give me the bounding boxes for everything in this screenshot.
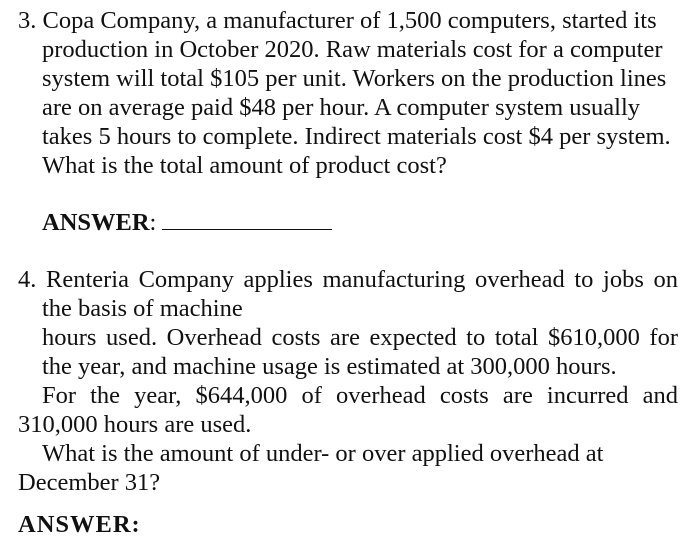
q3-answer-blank[interactable]: [162, 209, 332, 230]
q4-line-4: the year, and machine usage is estimated at 300,000 hours.: [42, 353, 617, 380]
q3-line-5: takes 5 hours to complete. Indirect materials cost $4 per system.: [42, 123, 671, 150]
q4-line-3: hours used. Overhead costs are expected to total $610,000 for: [42, 324, 678, 351]
q3-line-6: What is the total amount of product cost?: [42, 152, 447, 179]
q3-line-2: production in October 2020. Raw materials cost for a computer: [42, 36, 663, 63]
q4-line-8: December 31?: [18, 469, 161, 496]
q3-line-3: system will total $105 per unit. Workers on the production lines: [42, 65, 667, 92]
q4-line-6: 310,000 hours are used.: [18, 411, 252, 438]
q4-answer-label-cut: ANSWER:: [18, 511, 141, 538]
q4-line-2: the basis of machine: [42, 295, 243, 322]
q3-answer: [42, 208, 332, 237]
q4-line-5: For the year, $644,000 of overhead costs are incurred and: [42, 382, 678, 409]
q3-line-1: 3. Copa Company, a manufacturer of 1,500 computers, started its: [18, 7, 657, 34]
q3-answer-colon: :: [149, 209, 157, 236]
q3-line-4: are on average paid $48 per hour. A computer system usually: [42, 94, 641, 121]
q3-answer-label: ANSWER: [42, 209, 150, 236]
q4-line-1: 4. Renteria Company applies manufacturing overhead to jobs on: [18, 266, 678, 293]
q4-line-7: What is the amount of under- or over applied overhead at: [42, 440, 604, 467]
